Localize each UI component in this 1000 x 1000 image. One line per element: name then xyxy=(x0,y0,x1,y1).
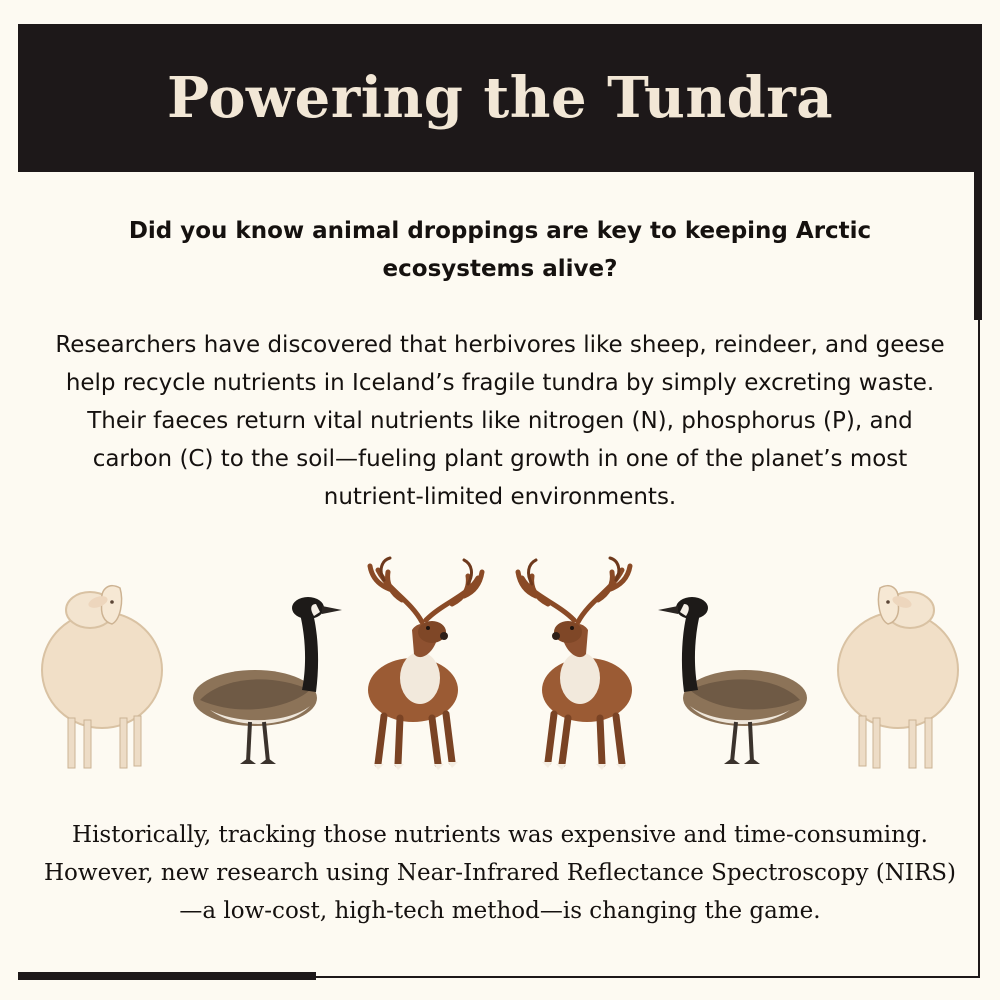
closing-paragraph: Historically, tracking those nutrients was expensive and time-consuming. However, new research using Near-Infrared Reflectance Spectroscopy (NIRS)—a low-cost, high-tech method—is changing the game. xyxy=(43,822,957,924)
frame-accent-right xyxy=(974,172,982,320)
reindeer-illustration-right xyxy=(518,558,632,770)
title-banner xyxy=(18,24,982,172)
page-title: Powering the Tundra xyxy=(166,65,834,131)
intro-body: Researchers have discovered that herbivores like sheep, reindeer, and geese help recycle nutrients in Iceland’s fragile tundra by simply excreting waste. Their faeces return vital nutrients like nitrogen (N), phosphorus (P), and carbon (C) to the soil—fueling plant growth in one of the planet’s most nutrient-limited environments. xyxy=(55,332,945,510)
intro-question: Did you know animal droppings are key to keeping Arctic ecosystems alive? xyxy=(128,218,872,282)
reindeer-illustration-left xyxy=(368,558,482,770)
animal-illustration xyxy=(30,550,970,785)
frame-accent-bottom xyxy=(18,972,316,980)
goose-illustration-left xyxy=(193,597,342,764)
sheep-illustration-right xyxy=(838,586,958,768)
sheep-illustration-left xyxy=(42,586,162,768)
goose-illustration-right xyxy=(658,597,807,764)
